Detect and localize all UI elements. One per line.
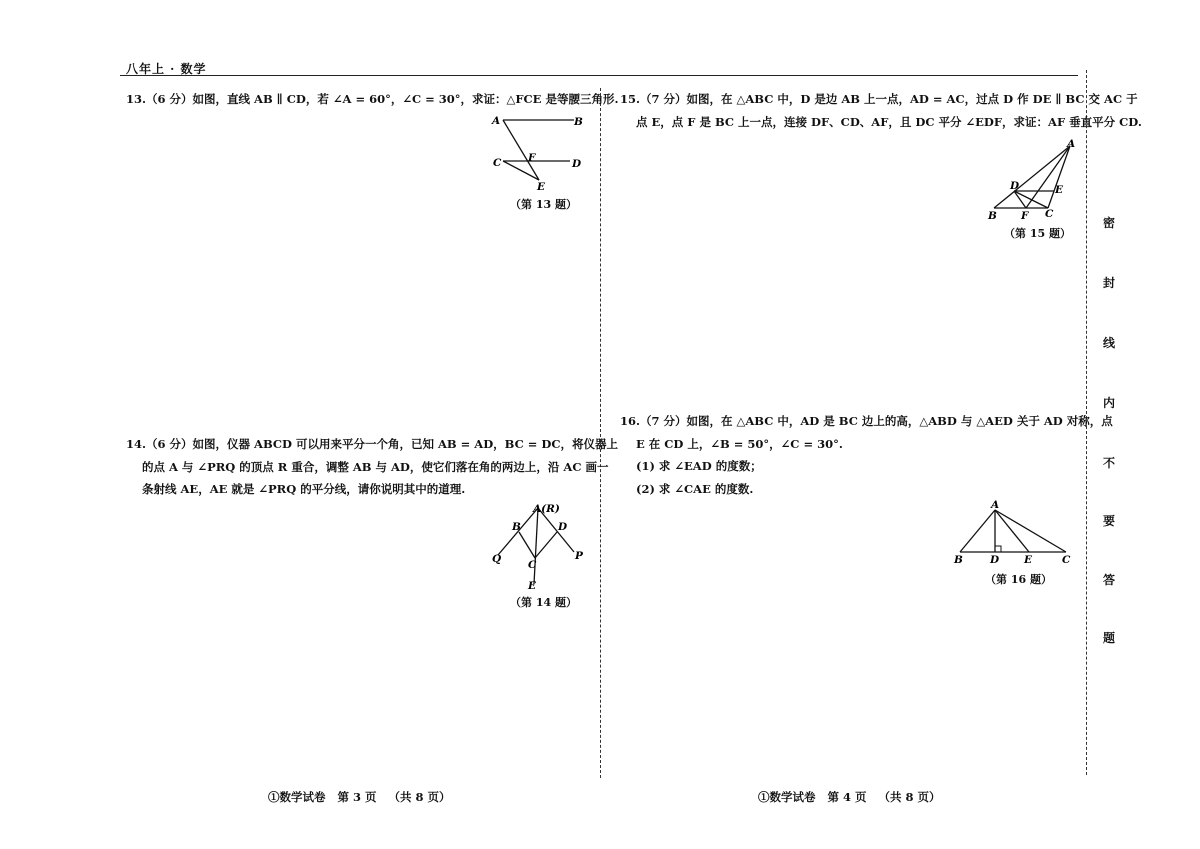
fig16-label-b: B — [954, 554, 963, 566]
fig16-label-c: C — [1062, 554, 1071, 566]
fig15-label-a: A — [1067, 138, 1076, 150]
fig13-label-d: D — [572, 158, 582, 170]
fig13-label-b: B — [574, 116, 583, 128]
caption-15: （第 15 题） — [1004, 227, 1071, 240]
question-13-line-1: 13.（6 分）如图，直线 AB ∥ CD，若 ∠A = 60°，∠C = 30°，求证：△FCE 是等腰三角形. — [126, 92, 619, 106]
figure-16 — [950, 498, 1080, 572]
fig16-label-a: A — [991, 499, 1000, 511]
fig14-label-q: Q — [492, 553, 502, 565]
fig14-label-ar: A(R) — [533, 503, 560, 515]
fig14-label-p: P — [575, 550, 583, 562]
fig15-label-c: C — [1045, 208, 1054, 220]
question-15 — [620, 88, 1142, 133]
caption-16: （第 16 题） — [985, 573, 1052, 586]
fig15-label-d: D — [1010, 180, 1020, 192]
question-14-line-1: 14.（6 分）如图，仪器 ABCD 可以用来平分一个角，已知 AB = AD，BC = DC，将仪器上 — [126, 437, 619, 451]
question-16 — [620, 410, 1116, 500]
fig15-label-f: F — [1021, 210, 1029, 222]
seal-char-2: 封 — [1103, 276, 1116, 290]
footer-left: ①数学试卷 第 3 页 （共 8 页） — [268, 790, 451, 804]
fig15-label-b: B — [988, 210, 997, 222]
caption-13: （第 13 题） — [510, 198, 577, 211]
question-15-line-1: 15.（7 分）如图，在 △ABC 中，D 是边 AB 上一点，AD = AC，过点 D 作 DE ∥ BC 交 AC 于 — [620, 92, 1138, 106]
seal-char-7: 答 — [1103, 573, 1116, 587]
footer-right: ①数学试卷 第 4 页 （共 8 页） — [758, 790, 941, 804]
seal-char-6: 要 — [1103, 514, 1116, 528]
question-16-line-4: (2) 求 ∠CAE 的度数. — [636, 481, 754, 496]
seal-char-5: 不 — [1103, 456, 1116, 470]
fig13-label-e: E — [537, 181, 546, 193]
question-14 — [126, 433, 618, 501]
header-label: 八年上 · 数学 — [126, 62, 207, 76]
figure-13 — [488, 108, 588, 198]
caption-14: （第 14 题） — [510, 596, 577, 609]
question-16-line-2: E 在 CD 上，∠B = 50°，∠C = 30°. — [636, 436, 843, 451]
fig13-label-c: C — [493, 157, 502, 169]
fig13-label-a: A — [492, 115, 501, 127]
fig16-label-d: D — [990, 554, 1000, 566]
question-16-line-3: (1) 求 ∠EAD 的度数； — [636, 459, 762, 473]
fig14-label-c: C — [528, 559, 537, 571]
fig13-label-f: F — [528, 152, 536, 164]
fig16-label-e: E — [1024, 554, 1033, 566]
fig14-label-d: D — [558, 521, 568, 533]
fig14-label-b: B — [512, 521, 521, 533]
question-16-line-1: 16.（7 分）如图，在 △ABC 中，AD 是 BC 边上的高，△ABD 与 △AED 关于 AD 对称，点 — [620, 414, 1113, 428]
fig14-label-e: E — [528, 580, 537, 592]
seal-char-3: 线 — [1103, 336, 1116, 350]
figure-15 — [984, 138, 1080, 224]
seal-char-1: 密 — [1103, 216, 1116, 230]
question-14-line-3: 条射线 AE，AE 就是 ∠PRQ 的平分线，请你说明其中的道理. — [142, 482, 466, 496]
figure-14 — [488, 500, 588, 592]
top-rule — [120, 75, 1078, 76]
question-14-line-2: 的点 A 与 ∠PRQ 的顶点 R 重合，调整 AB 与 AD，使它们落在角的两边上，沿 AC 画一 — [142, 459, 609, 474]
fig15-label-e: E — [1055, 184, 1064, 196]
seal-char-8: 题 — [1103, 631, 1116, 645]
question-15-line-2: 点 E，点 F 是 BC 上一点，连接 DF、CD、AF，且 DC 平分 ∠EDF，求证：AF 垂直平分 CD. — [636, 114, 1142, 129]
seal-char-4: 内 — [1103, 396, 1116, 410]
